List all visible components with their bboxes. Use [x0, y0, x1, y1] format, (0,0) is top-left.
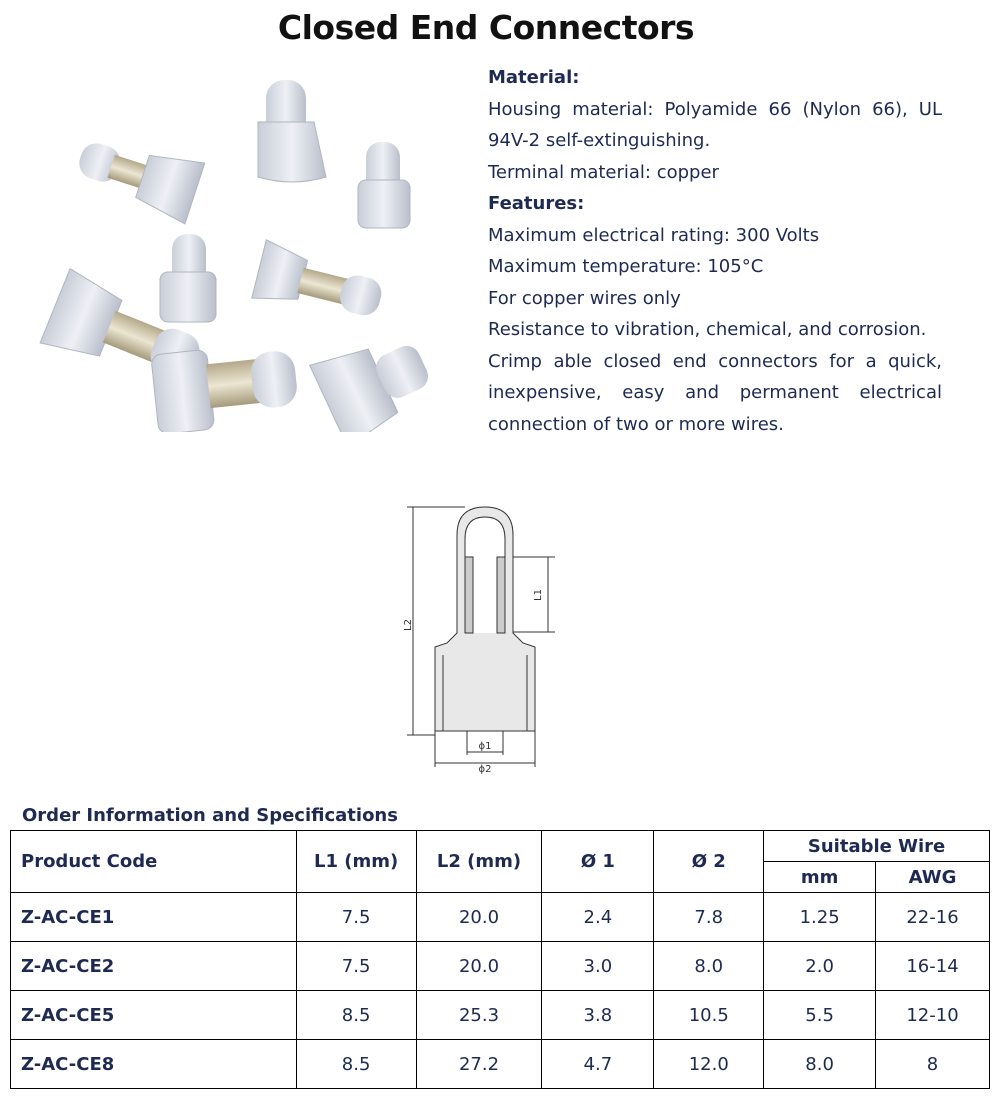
terminal-material: Terminal material: copper: [488, 161, 719, 183]
cell-awg: 22-16: [876, 893, 990, 942]
specifications-table: [10, 830, 990, 1089]
crimp-line1: Crimp able closed end connectors for a quick,: [488, 350, 942, 372]
cell-awg: 12-10: [876, 991, 990, 1040]
connector-upright-middle: [160, 234, 216, 322]
header-awg: AWG: [876, 862, 990, 893]
connector-lying-middle: [252, 240, 388, 328]
connector-upright-small: [358, 142, 410, 228]
features-heading: Features:: [488, 193, 585, 214]
copper-only: For copper wires only: [488, 287, 681, 309]
l1-label: L1: [533, 589, 544, 601]
connector-lying-bottom-right: [310, 321, 442, 432]
crimp-line2: inexpensive, easy and permanent electrical: [488, 382, 942, 403]
header-product-code: Product Code: [11, 831, 297, 893]
header-l1: L1 (mm): [296, 831, 416, 893]
material-heading: Material:: [488, 67, 580, 88]
phi1-label: ϕ1: [478, 741, 492, 752]
cell-l2: 27.2: [416, 1040, 542, 1089]
max-temperature: Maximum temperature: 105°C: [488, 256, 764, 277]
header-d1: Ø 1: [542, 831, 654, 893]
cell-l1: 8.5: [296, 1040, 416, 1089]
cell-mm: 8.0: [764, 1040, 876, 1089]
cell-d2: 10.5: [654, 991, 764, 1040]
connector-upright-large: [258, 80, 326, 182]
table-row: [11, 1040, 990, 1089]
cell-d2: 12.0: [654, 1040, 764, 1089]
table-row: [11, 942, 990, 991]
cell-mm: 2.0: [764, 942, 876, 991]
connector-drawing: [395, 495, 565, 775]
header-suitable-wire: Suitable Wire: [764, 831, 990, 862]
connector-lying-bottom: [151, 340, 301, 432]
cell-code: Z-AC-CE8: [11, 1040, 297, 1089]
table-row: [11, 991, 990, 1040]
header-l2: L2 (mm): [416, 831, 542, 893]
l2-label: L2: [403, 619, 414, 631]
cell-d2: 8.0: [654, 942, 764, 991]
cell-l1: 7.5: [296, 942, 416, 991]
header-d2: Ø 2: [654, 831, 764, 893]
order-info-title: Order Information and Specifications: [22, 805, 398, 826]
connectors-photo: [30, 62, 450, 432]
connector-lying-top-left: [71, 126, 205, 224]
cell-d1: 3.8: [542, 991, 654, 1040]
cell-l1: 8.5: [296, 991, 416, 1040]
cell-mm: 5.5: [764, 991, 876, 1040]
cell-l1: 7.5: [296, 893, 416, 942]
cell-awg: 16-14: [876, 942, 990, 991]
crimp-line3: connection of two or more wires.: [488, 413, 784, 435]
cell-d1: 2.4: [542, 893, 654, 942]
header-mm: mm: [764, 862, 876, 893]
housing-material-line2: 94V-2 self-extinguishing.: [488, 130, 711, 151]
cell-code: Z-AC-CE1: [11, 893, 297, 942]
cell-l2: 20.0: [416, 942, 542, 991]
cell-mm: 1.25: [764, 893, 876, 942]
resistance-note: Resistance to vibration, chemical, and corrosion.: [488, 319, 927, 340]
cell-l2: 25.3: [416, 991, 542, 1040]
cell-code: Z-AC-CE5: [11, 991, 297, 1040]
specifications-text: [488, 62, 942, 440]
cell-d1: 3.0: [542, 942, 654, 991]
electrical-rating: Maximum electrical rating: 300 Volts: [488, 224, 820, 246]
cell-l2: 20.0: [416, 893, 542, 942]
cell-d2: 7.8: [654, 893, 764, 942]
page-title: Closed End Connectors: [277, 8, 695, 47]
cell-awg: 8: [876, 1040, 990, 1089]
housing-material-line1: Housing material: Polyamide 66 (Nylon 66), UL: [488, 98, 942, 120]
phi2-label: ϕ2: [478, 764, 492, 775]
cell-code: Z-AC-CE2: [11, 942, 297, 991]
cell-d1: 4.7: [542, 1040, 654, 1089]
table-row: [11, 893, 990, 942]
